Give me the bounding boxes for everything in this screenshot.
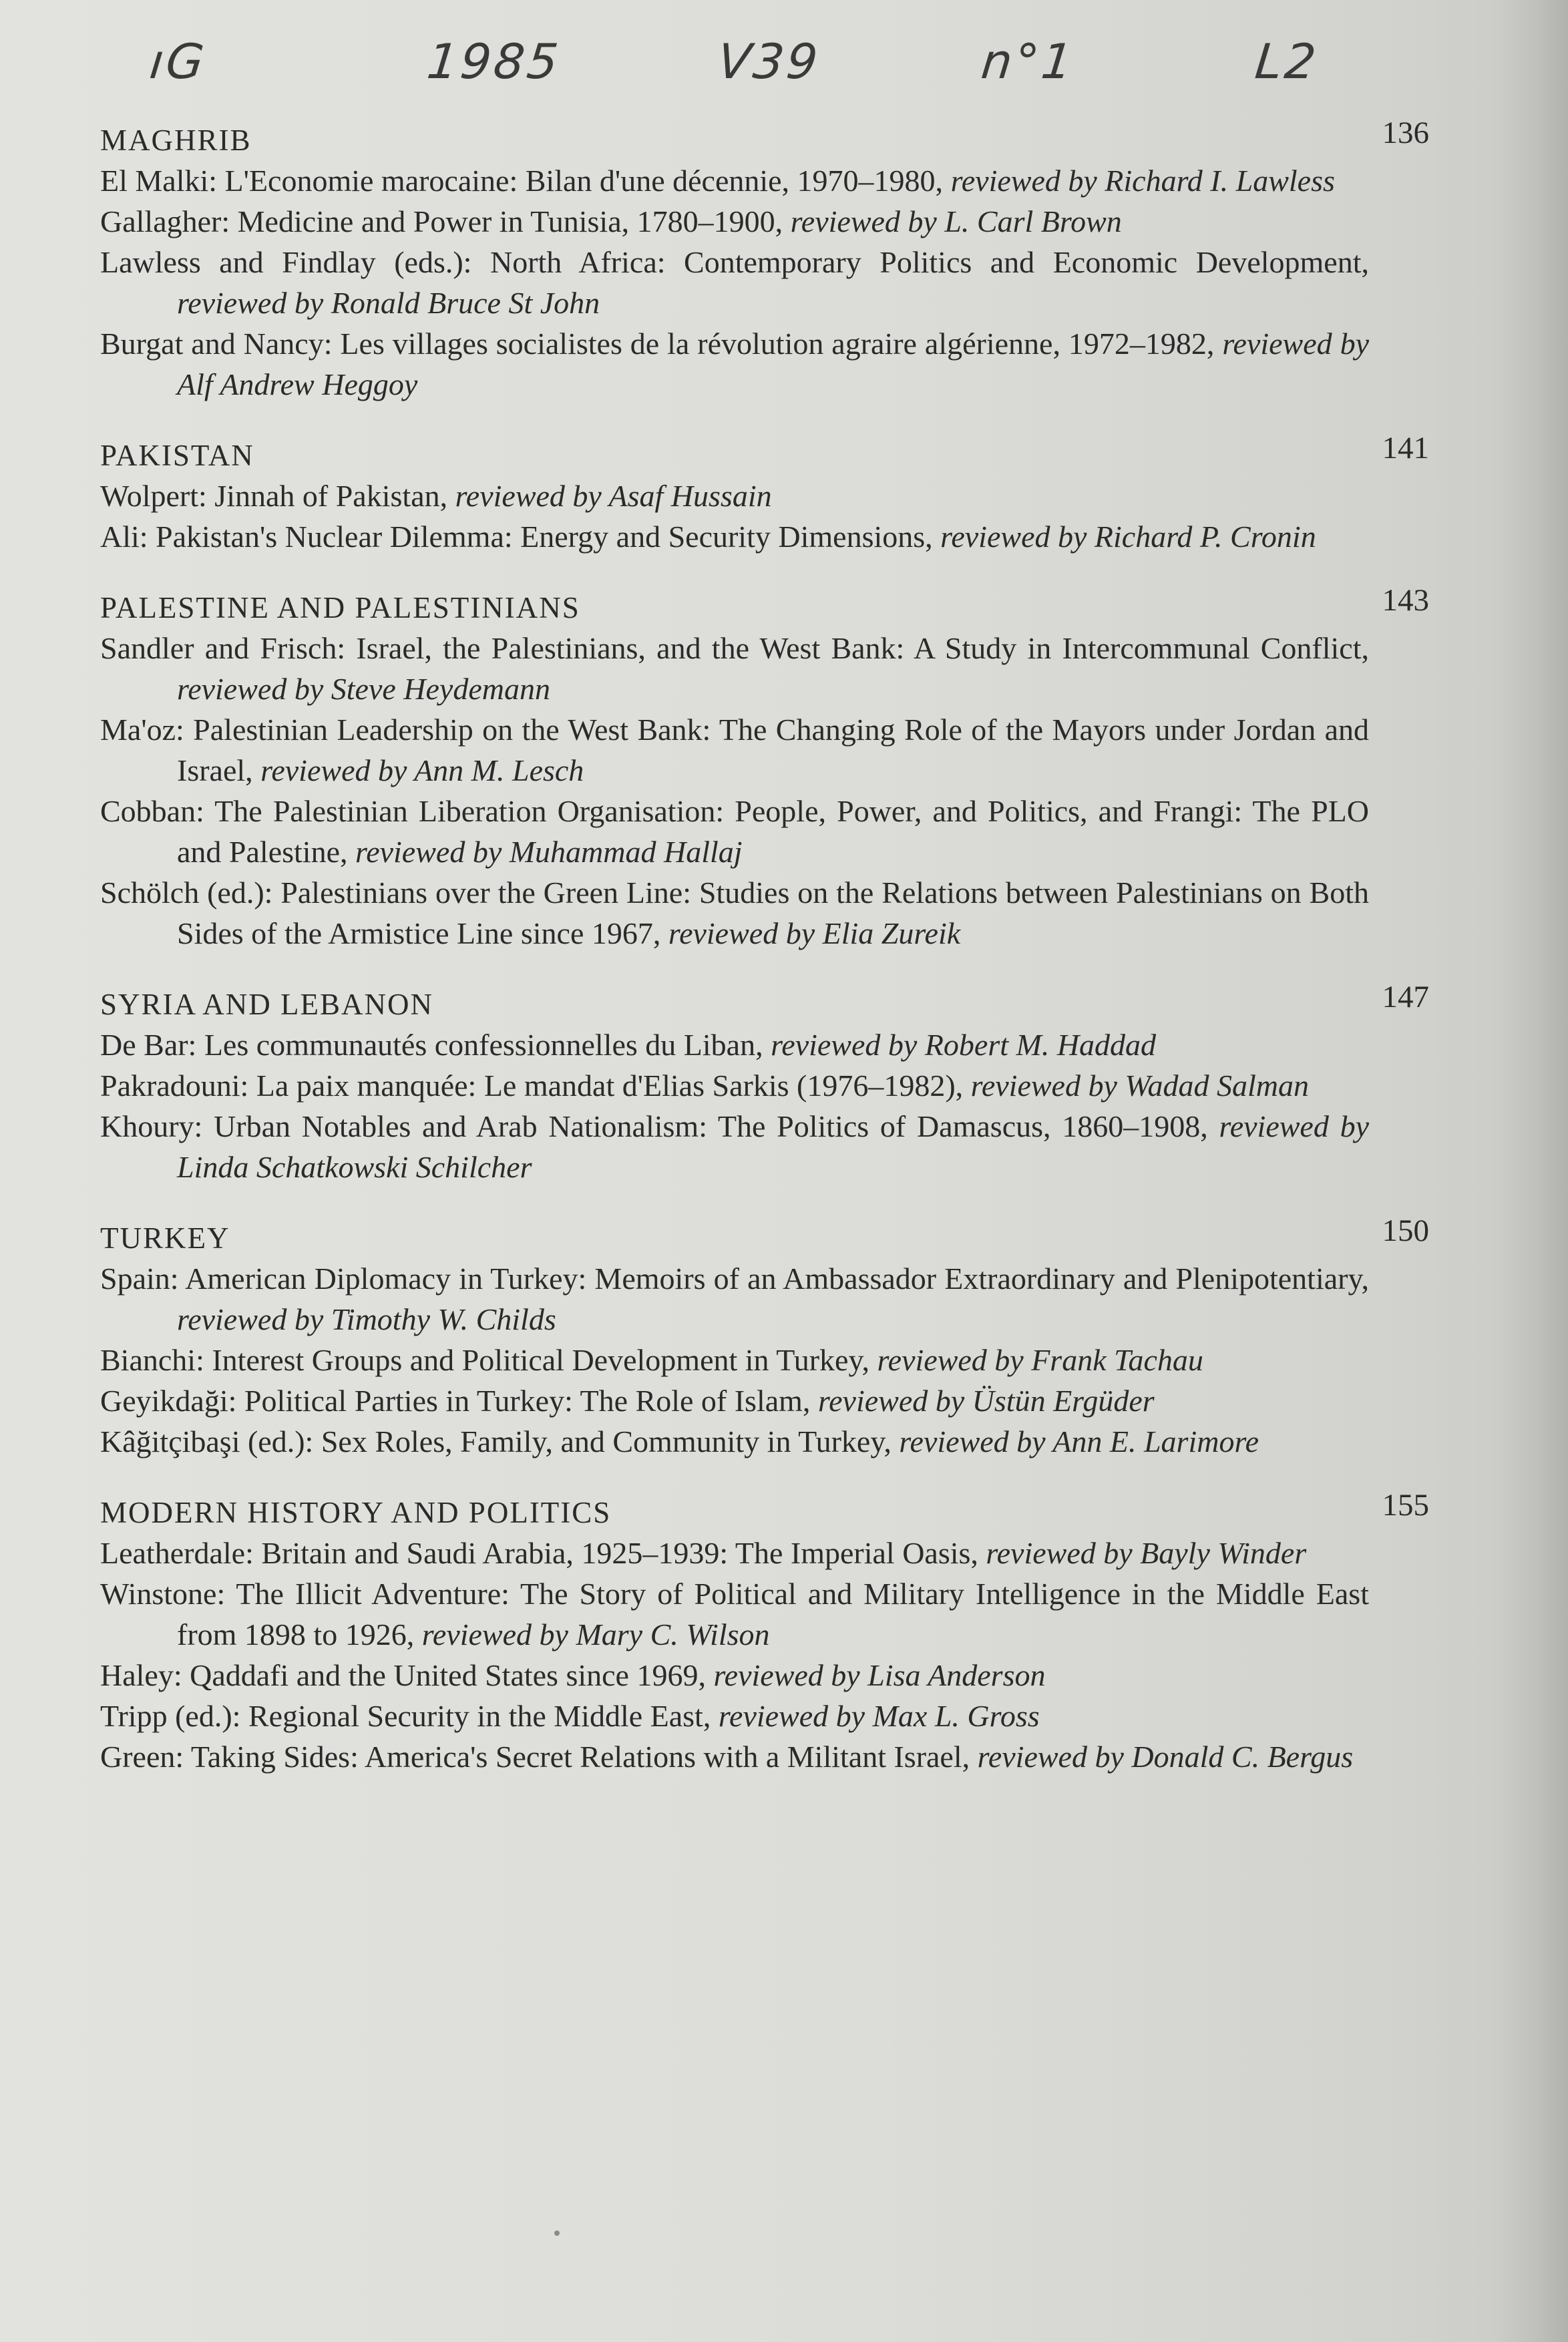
toc-section: [100, 980, 1429, 1187]
reviewer-credit: reviewed by Ann E. Larimore: [899, 1424, 1259, 1458]
section-page-number: 150: [1382, 1213, 1429, 1248]
book-citation: Khoury: Urban Notables and Arab Nationalism: The Politics of Damascus, 1860–1908,: [100, 1109, 1219, 1143]
reviewer-credit: reviewed by Elia Zureik: [668, 916, 961, 950]
book-citation: Lawless and Findlay (eds.): North Africa: Contemporary Politics and Economic Development,: [100, 245, 1369, 279]
book-citation: Cobban: The Palestinian Liberation Organisation: People, Power, and Politics, and Frangi: The PLO and Palestine,: [100, 794, 1369, 869]
review-entry: [100, 1421, 1369, 1462]
reviewer-credit: reviewed by Steve Heydemann: [177, 672, 550, 706]
book-citation: Ma'oz: Palestinian Leadership on the West Bank: The Changing Role of the Mayors under Jordan and Israel,: [100, 713, 1369, 787]
book-citation: Winstone: The Illicit Adventure: The Story of Political and Military Intelligence in the Middle East from 1898 to 1926,: [100, 1577, 1369, 1651]
review-entry: [100, 791, 1369, 872]
reviewer-credit: reviewed by Ronald Bruce St John: [177, 286, 600, 320]
review-entry: [100, 1736, 1369, 1777]
reviewer-credit: reviewed by Donald C. Bergus: [977, 1740, 1354, 1774]
section-title: TURKEY: [100, 1221, 230, 1255]
book-citation: Geyikdaği: Political Parties in Turkey: The Role of Islam,: [100, 1384, 818, 1418]
review-entry: [100, 1340, 1369, 1380]
review-entry: [100, 1065, 1369, 1106]
toc-section: [100, 431, 1429, 557]
section-header: [100, 116, 1429, 160]
book-citation: Sandler and Frisch: Israel, the Palestinians, and the West Bank: A Study in Intercommunal Conflict,: [100, 631, 1369, 665]
book-citation: Burgat and Nancy: Les villages socialistes de la révolution agraire algérienne, 1972–1982,: [100, 327, 1223, 361]
book-citation: De Bar: Les communautés confessionnelles du Liban,: [100, 1028, 771, 1062]
section-page-number: 141: [1382, 431, 1429, 465]
book-citation: El Malki: L'Economie marocaine: Bilan d'une décennie, 1970–1980,: [100, 164, 951, 198]
review-entry: [100, 242, 1369, 323]
section-page-number: 147: [1382, 980, 1429, 1014]
reviewer-credit: reviewed by Timothy W. Childs: [177, 1302, 556, 1336]
section-header: [100, 431, 1429, 475]
section-page-number: 136: [1382, 116, 1429, 150]
book-citation: Bianchi: Interest Groups and Political Development in Turkey,: [100, 1343, 877, 1377]
review-entry: [100, 628, 1369, 709]
section-header: [100, 980, 1429, 1024]
reviewer-credit: reviewed by Wadad Salman: [970, 1068, 1309, 1103]
book-citation: Leatherdale: Britain and Saudi Arabia, 1925–1939: The Imperial Oasis,: [100, 1536, 986, 1570]
reviewer-credit: reviewed by L. Carl Brown: [790, 204, 1122, 238]
book-citation: Wolpert: Jinnah of Pakistan,: [100, 479, 455, 513]
handwritten-note: L2: [1252, 33, 1322, 89]
book-citation: Kâğitçibaşi (ed.): Sex Roles, Family, and Community in Turkey,: [100, 1424, 900, 1458]
review-entry: [100, 1024, 1369, 1065]
handwritten-note: ıG: [147, 33, 210, 89]
review-entry: [100, 872, 1369, 954]
review-entry: [100, 709, 1369, 791]
review-entry: [100, 201, 1369, 242]
review-entry: [100, 1380, 1369, 1421]
section-title: MAGHRIB: [100, 124, 252, 157]
book-citation: Green: Taking Sides: America's Secret Relations with a Militant Israel,: [100, 1740, 978, 1774]
section-title: MODERN HISTORY AND POLITICS: [100, 1496, 612, 1529]
review-entry: [100, 323, 1369, 405]
handwritten-note: V39: [715, 33, 823, 89]
reviewer-credit: reviewed by Muhammad Hallaj: [355, 835, 743, 869]
section-title: PALESTINE AND PALESTINIANS: [100, 591, 580, 624]
handwritten-note: n°1: [978, 33, 1078, 89]
book-citation: Pakradouni: La paix manquée: Le mandat d'Elias Sarkis (1976–1982),: [100, 1068, 971, 1103]
section-header: [100, 1488, 1429, 1533]
reviewer-credit: reviewed by Lisa Anderson: [713, 1658, 1046, 1692]
book-citation: Haley: Qaddafi and the United States since 1969,: [100, 1658, 714, 1692]
toc-section: [100, 583, 1429, 954]
handwritten-note: 1985: [424, 33, 564, 89]
section-title: PAKISTAN: [100, 439, 254, 472]
review-entry: [100, 1573, 1369, 1655]
reviewer-credit: reviewed by Frank Tachau: [877, 1343, 1203, 1377]
review-entry: [100, 1106, 1369, 1187]
reviewer-credit: reviewed by Asaf Hussain: [455, 479, 772, 513]
section-page-number: 143: [1382, 583, 1429, 618]
paper-speck: [554, 2230, 560, 2236]
toc-section: [100, 1213, 1429, 1462]
reviewer-credit: reviewed by Linda Schatkowski Schilcher: [177, 1109, 1369, 1184]
reviewer-credit: reviewed by Üstün Ergüder: [817, 1384, 1155, 1418]
review-entry: [100, 1696, 1369, 1736]
review-entry: [100, 1655, 1369, 1696]
reviewer-credit: reviewed by Richard P. Cronin: [940, 520, 1316, 554]
reviewer-credit: reviewed by Ann M. Lesch: [260, 753, 584, 787]
section-page-number: 155: [1382, 1488, 1429, 1523]
reviewer-credit: reviewed by Bayly Winder: [986, 1536, 1307, 1570]
book-citation: Spain: American Diplomacy in Turkey: Memoirs of an Ambassador Extraordinary and Plenipotentiary,: [100, 1261, 1369, 1296]
handwritten-annotations: [0, 33, 1568, 120]
section-header: [100, 583, 1429, 628]
reviewer-credit: reviewed by Richard I. Lawless: [950, 164, 1335, 198]
review-entry: [100, 475, 1369, 516]
section-header: [100, 1213, 1429, 1258]
book-citation: Gallagher: Medicine and Power in Tunisia, 1780–1900,: [100, 204, 791, 238]
review-entry: [100, 160, 1369, 201]
reviewer-credit: reviewed by Mary C. Wilson: [421, 1617, 770, 1651]
review-entry: [100, 1533, 1369, 1573]
reviewer-credit: reviewed by Alf Andrew Heggoy: [177, 327, 1370, 401]
toc-section: [100, 116, 1429, 405]
section-title: SYRIA AND LEBANON: [100, 988, 434, 1021]
book-citation: Tripp (ed.): Regional Security in the Middle East,: [100, 1699, 719, 1733]
review-entry: [100, 1258, 1369, 1340]
toc-section: [100, 1488, 1429, 1777]
page-edge-shadow: [1495, 0, 1568, 2342]
review-entry: [100, 516, 1369, 557]
reviewer-credit: reviewed by Max L. Gross: [718, 1699, 1040, 1733]
book-citation: Schölch (ed.): Palestinians over the Green Line: Studies on the Relations between Palestinians on Both Sides of the Armistice Line since 1967,: [100, 875, 1369, 950]
table-of-contents: [100, 116, 1429, 1808]
reviewer-credit: reviewed by Robert M. Haddad: [771, 1028, 1157, 1062]
book-citation: Ali: Pakistan's Nuclear Dilemma: Energy and Security Dimensions,: [100, 520, 941, 554]
